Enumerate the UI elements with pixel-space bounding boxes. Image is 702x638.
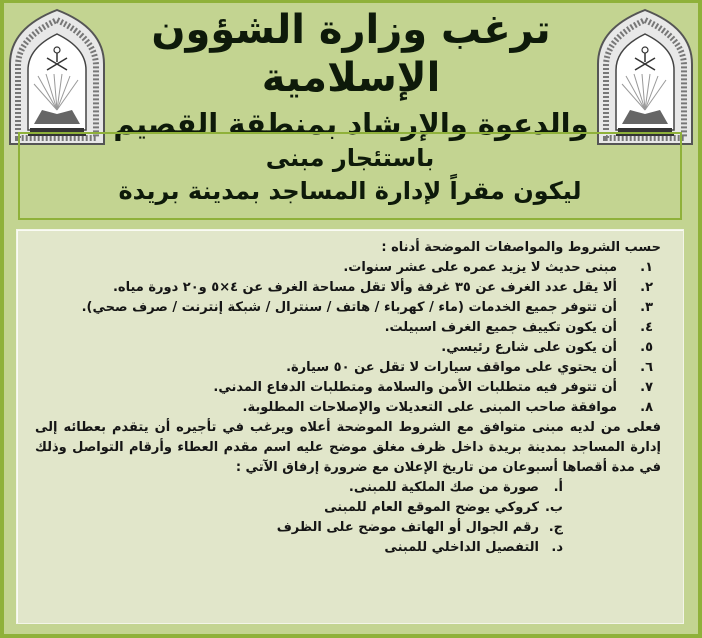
condition-item <box>35 378 661 398</box>
attachment-letter: ب. <box>544 500 563 515</box>
conditions-list <box>35 258 661 418</box>
attachment-text: كروكي يوضح الموقع العام للمبنى <box>324 500 539 515</box>
conditions-intro: حسب الشروط والمواصفات الموضحة أدناه : <box>381 240 661 255</box>
attachment-item <box>35 498 563 518</box>
attachment-text: صورة من صك الملكية للمبنى. <box>348 480 539 495</box>
attachment-item <box>35 478 563 498</box>
condition-text: ألا يقل عدد الغرف عن ٣٥ غرفة وألا تقل مساحة الغرف عن ٤×٥ و٢٠ دورة مياه. <box>112 280 617 295</box>
condition-item <box>35 398 661 418</box>
condition-number: ٣. <box>640 300 653 315</box>
condition-text: أن تتوفر فيه متطلبات الأمن والسلامة ومتطلبات الدفاع المدني. <box>213 380 617 395</box>
condition-item <box>35 318 661 338</box>
attachment-letter: ج. <box>548 520 563 535</box>
ministry-region-title: والدعوة والإرشاد بمنطقة القصيم <box>113 107 589 141</box>
condition-number: ١. <box>640 260 653 275</box>
ministry-emblem-icon <box>592 6 698 146</box>
attachment-letter: د. <box>551 540 563 555</box>
attachment-text: رقم الجوال أو الهاتف موضح على الظرف <box>276 520 539 535</box>
submission-instructions: فعلى من لديه مبنى متوافق مع الشروط الموضحة أعلاه ويرغب في تأجيره أن يتقدم بعطائه إلى إدارة المساجد بمدينة بريدة داخل ظرف مغلق موضح عليه اسم مقدم العطاء وأرقام التواصل وذلك في مدة أقصاها أسبوعان من تاريخ الإعلان مع ضرورة إرفاق الآتي : <box>35 420 661 475</box>
ad-header <box>110 0 592 141</box>
condition-number: ٢. <box>640 280 653 295</box>
subject-line-2: ليكون مقراً لإدارة المساجد بمدينة بريدة <box>118 177 582 205</box>
condition-text: أن يحتوي على مواقف سيارات لا تقل عن ٥٠ سيارة. <box>286 360 617 375</box>
subject-box <box>18 132 682 220</box>
condition-item <box>35 358 661 378</box>
condition-text: موافقة صاحب المبنى على التعديلات والإصلاحات المطلوبة. <box>242 400 617 415</box>
attachment-letter: أ. <box>553 480 563 495</box>
condition-item <box>35 278 661 298</box>
condition-number: ٥. <box>640 340 653 355</box>
condition-text: أن يكون تكييف جميع الغرف اسبيلت. <box>384 320 617 335</box>
attachment-item <box>35 518 563 538</box>
condition-number: ٦. <box>640 360 653 375</box>
condition-number: ٤. <box>640 320 653 335</box>
attachment-item <box>35 538 563 558</box>
ministry-title: ترغب وزارة الشؤون الإسلامية <box>151 7 551 101</box>
ministry-emblem-right <box>592 6 698 146</box>
condition-text: مبنى حديث لا يزيد عمره على عشر سنوات. <box>343 260 617 275</box>
condition-number: ٧. <box>640 380 653 395</box>
condition-text: أن تتوفر جميع الخدمات (ماء / كهرباء / هاتف / سنترال / شبكة إنترنت / صرف صحي). <box>81 300 617 315</box>
ministry-emblem-left <box>4 6 110 146</box>
attachments-list <box>35 478 661 558</box>
condition-text: أن يكون على شارع رئيسي. <box>441 340 617 355</box>
condition-item <box>35 298 661 318</box>
condition-item <box>35 338 661 358</box>
condition-item <box>35 258 661 278</box>
attachment-text: التفصيل الداخلي للمبنى <box>384 540 539 555</box>
conditions-panel <box>16 229 684 624</box>
subject-line-1: باستئجار مبنى <box>265 144 435 172</box>
ministry-emblem-icon <box>4 6 110 146</box>
condition-number: ٨. <box>640 400 653 415</box>
